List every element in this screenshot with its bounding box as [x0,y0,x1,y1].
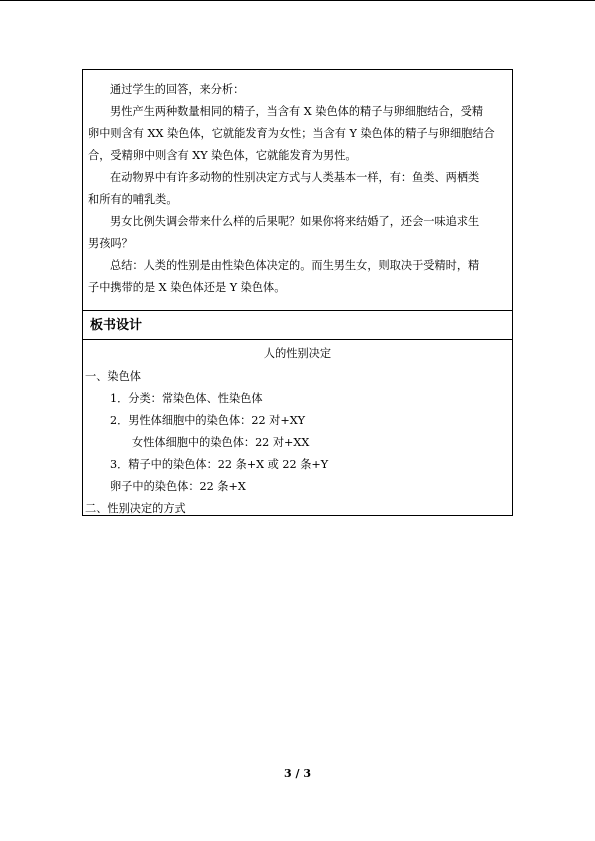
paragraph-line: 男性产生两种数量相同的精子，当含有 X 染色体的精子与卵细胞结合，受精 [110,105,484,118]
outline-item: 卵子中的染色体：22 条+X [110,480,246,493]
paragraph-line: 和所有的哺乳类。 [88,193,178,206]
outline-item: 二、性别决定的方式 [85,502,186,515]
board-design-header-cell [82,310,513,340]
paragraph-line: 通过学生的回答，来分析： [110,83,245,96]
paragraph-line: 在动物界中有许多动物的性别决定方式与人类基本一样，有：鱼类、两栖类 [110,171,480,184]
paragraph-line: 卵中则含有 XX 染色体，它就能发育为女性；当含有 Y 染色体的精子与卵细胞结合 [88,127,495,140]
paragraph-line: 合，受精卵中则含有 XY 染色体，它就能发育为男性。 [88,149,357,162]
page-number: 3 / 3 [284,767,311,780]
outline-item: 3．精子中的染色体：22 条+X 或 22 条+Y [110,458,329,471]
board-design-cell [82,340,513,516]
header-rule [0,0,595,1]
outline-item: 1．分类：常染色体、性染色体 [110,392,263,405]
section-heading: 板书设计 [90,318,143,333]
outline-item: 2．男性体细胞中的染色体：22 对+XY [110,414,306,427]
paragraph-line: 子中携带的是 X 染色体还是 Y 染色体。 [88,281,286,294]
board-title: 人的性别决定 [263,347,332,360]
outline-item: 一、染色体 [85,370,141,383]
teaching-process-cell [82,69,513,310]
outline-item: 女性体细胞中的染色体：22 对+XX [132,436,310,449]
paragraph-line: 男孩吗？ [88,237,133,250]
paragraph-line: 男女比例失调会带来什么样的后果呢？如果你将来结婚了，还会一味追求生 [110,215,480,228]
paragraph-line: 总结：人类的性别是由性染色体决定的。而生男生女，则取决于受精时，精 [110,259,480,272]
